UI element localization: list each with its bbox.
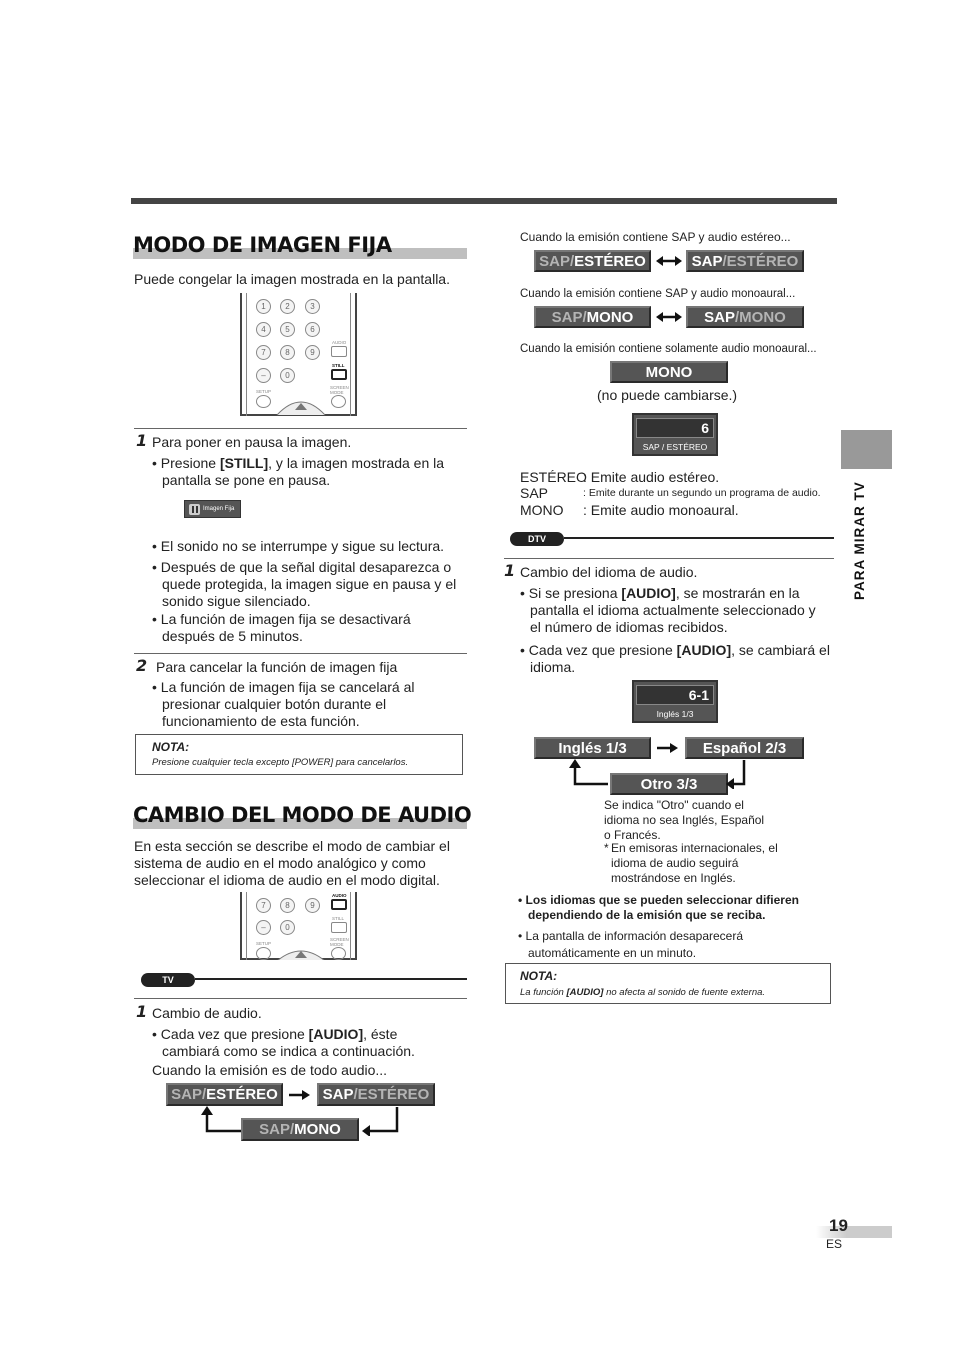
case-mono-only: Cuando la emisión contiene solamente audio monoaural... xyxy=(520,343,817,355)
remote-illustration-still xyxy=(240,293,357,416)
key-8: 8 xyxy=(280,898,295,913)
cannot-change-text: (no puede cambiarse.) xyxy=(597,387,738,403)
section-title-still: MODO DE IMAGEN FIJA xyxy=(133,233,392,257)
step-2-text: Para cancelar la función de imagen fija xyxy=(156,659,398,675)
dpad-arrows-icon xyxy=(275,395,327,416)
label-still: STILL xyxy=(332,916,345,921)
still-bullet-1: • El sonido no se interrumpe y sigue su lectura. xyxy=(152,538,445,554)
double-arrow-icon xyxy=(655,254,683,268)
key-dash: – xyxy=(256,920,271,935)
tag-line xyxy=(195,978,467,980)
dtv-step-text: Cambio del idioma de audio. xyxy=(520,564,698,580)
still-key-highlight xyxy=(331,369,347,380)
step-rule xyxy=(134,998,467,999)
osd-analog-audio xyxy=(632,413,718,456)
arrow-right-icon xyxy=(656,741,680,755)
still-bullet-3: • La función de imagen fija se desactivará después de 5 minutos. xyxy=(152,611,411,644)
osd-dtv-language: Inglés 1/3 xyxy=(656,709,694,719)
label-screen-mode: SCREEN MODE xyxy=(330,385,349,395)
step-1-number: 1 xyxy=(136,431,148,450)
badge-lang-ingles: Inglés 1/3 xyxy=(534,737,651,759)
key-5: 5 xyxy=(280,322,295,337)
badge-mono-only: MONO xyxy=(610,361,728,383)
key-6: 6 xyxy=(305,322,320,337)
top-divider xyxy=(131,198,837,204)
section-side-label: PARA MIRAR TV xyxy=(852,481,867,600)
audio-step-1-text: Cambio de audio. xyxy=(152,1005,262,1021)
otro-note: Se indica "Otro" cuando el idioma no sea Inglés, Español o Francés. xyxy=(604,798,765,842)
still-bullet-2: • Después de que la señal digital desaparezca o quede protegida, la imagen sigue en pausa y el sonido sigue silenciado. xyxy=(152,559,457,609)
def-sap-value: : Emite durante un segundo un programa de audio. xyxy=(583,487,821,499)
cycle-arrows-icon xyxy=(200,1106,405,1136)
label-audio: AUDIO xyxy=(332,893,347,898)
audio-key-highlight xyxy=(331,899,347,910)
def-mono-key: MONO xyxy=(520,502,564,518)
label-audio: AUDIO xyxy=(332,340,347,345)
page-number: 19 xyxy=(829,1216,848,1235)
osd-sap-stereo: SAP / ESTÉREO xyxy=(642,442,708,452)
key-8: 8 xyxy=(280,345,295,360)
dtv-bullet-2: • Cada vez que presione [AUDIO], se cambiará el idioma. xyxy=(520,642,830,675)
section-side-tab xyxy=(841,430,892,469)
all-audio-caption: Cuando la emisión es de todo audio... xyxy=(152,1062,388,1078)
key-1: 1 xyxy=(256,299,271,314)
audio-step-1-number: 1 xyxy=(136,1002,148,1021)
key-9: 9 xyxy=(305,345,320,360)
note-box-audio xyxy=(505,963,831,1004)
step-rule xyxy=(134,428,467,429)
key-dash: – xyxy=(256,368,271,383)
cycle-arrows-icon xyxy=(566,759,771,789)
osd-dtv-channel: 6-1 xyxy=(636,685,714,705)
page-lang: ES xyxy=(826,1237,843,1251)
case-sap-mono: Cuando la emisión contiene SAP y audio monoaural... xyxy=(520,288,796,300)
key-9: 9 xyxy=(305,898,320,913)
def-estereo-key: ESTÉREO xyxy=(520,469,587,485)
info-bullet: • La pantalla de información desaparecerá automáticamente en un minuto. xyxy=(518,929,744,960)
key-2: 2 xyxy=(280,299,295,314)
audio-intro: En esta sección se describe el modo de cambiar el sistema de audio en el modo analógico y como seleccionar el idioma de audio en el modo digital. xyxy=(134,838,450,888)
badge-sap-stereo-active-sap: SAP / ESTÉREO xyxy=(317,1083,435,1106)
audio-step-1-bullet: • Cada vez que presione [AUDIO], éste cambiará como se indica a continuación. xyxy=(152,1026,415,1059)
key-7: 7 xyxy=(256,345,271,360)
label-setup: SETUP xyxy=(256,941,272,946)
def-sap-key: SAP xyxy=(520,485,549,501)
note-title: NOTA: xyxy=(152,740,190,754)
step-2-number: 2 xyxy=(136,656,148,675)
still-intro: Puede congelar la imagen mostrada en la pantalla. xyxy=(134,271,450,287)
remote-illustration-audio xyxy=(240,892,357,960)
badge-case2-sap: SAP / MONO xyxy=(686,306,804,328)
note-text: La función [AUDIO] no afecta al sonido de fuente externa. xyxy=(520,987,766,998)
badge-case2-mono: SAP / MONO xyxy=(534,306,651,328)
note-box-still xyxy=(135,734,463,775)
osd-still-badge: Imagen Fija xyxy=(184,500,241,518)
step-rule xyxy=(504,558,834,559)
key-0: 0 xyxy=(280,368,295,383)
dpad-arrows-icon xyxy=(275,947,327,960)
step-1-bullet: • Presione [STILL], y la imagen mostrada en la pantalla se pone en pausa. xyxy=(152,455,445,488)
key-7: 7 xyxy=(256,898,271,913)
step-2-bullet: • La función de imagen fija se cancelará al presionar cualquier botón durante el funcionamiento de esta función. xyxy=(152,679,415,729)
note-title: NOTA: xyxy=(520,969,558,983)
badge-sap-stereo-active-stereo: SAP / ESTÉREO xyxy=(166,1083,283,1106)
def-mono-value: : Emite audio monoaural. xyxy=(583,502,739,518)
note-text: Presione cualquier tecla excepto [POWER] para cancelarlos. xyxy=(152,757,409,768)
dtv-tag: DTV xyxy=(510,532,564,546)
intl-note: En emisoras internacionales, el idioma de audio seguirá mostrándose en Inglés. xyxy=(611,841,778,885)
key-0: 0 xyxy=(280,920,295,935)
osd-channel: 6 xyxy=(636,418,714,438)
key-4: 4 xyxy=(256,322,271,337)
arrow-right-icon xyxy=(288,1088,312,1102)
step-1-text: Para poner en pausa la imagen. xyxy=(152,434,352,450)
label-setup: SETUP xyxy=(256,389,272,394)
badge-lang-otro: Otro 3/3 xyxy=(610,773,728,795)
dtv-step-number: 1 xyxy=(504,561,516,580)
osd-dtv-audio xyxy=(632,680,718,723)
tv-tag: TV xyxy=(141,973,195,987)
badge-sap-mono-active-mono: SAP / MONO xyxy=(241,1118,359,1141)
label-still: STILL xyxy=(332,363,345,368)
badge-lang-espanol: Español 2/3 xyxy=(685,737,804,759)
badge-case1-stereo: SAP / ESTÉREO xyxy=(534,250,651,272)
badge-case1-sap: SAP / ESTÉREO xyxy=(686,250,804,272)
key-3: 3 xyxy=(305,299,320,314)
def-estereo-value: : Emite audio estéreo. xyxy=(583,469,720,485)
dtv-bullet-1: • Si se presiona [AUDIO], se mostrarán en la pantalla el idioma actualmente seleccionado y el número de idiomas recibidos. xyxy=(520,585,816,635)
double-arrow-icon xyxy=(655,310,683,324)
tag-line xyxy=(564,537,834,539)
label-screen-mode: SCREEN MODE xyxy=(330,937,349,947)
step-rule xyxy=(134,653,467,654)
section-title-audio: CAMBIO DEL MODO DE AUDIO xyxy=(133,803,472,827)
languages-bold-bullet: • Los idiomas que se pueden seleccionar difieren dependiendo de la emisión que se reciba. xyxy=(518,893,799,922)
case-sap-stereo: Cuando la emisión contiene SAP y audio estéreo... xyxy=(520,230,791,244)
pause-icon xyxy=(189,504,200,515)
intl-note-star: * xyxy=(604,841,609,855)
